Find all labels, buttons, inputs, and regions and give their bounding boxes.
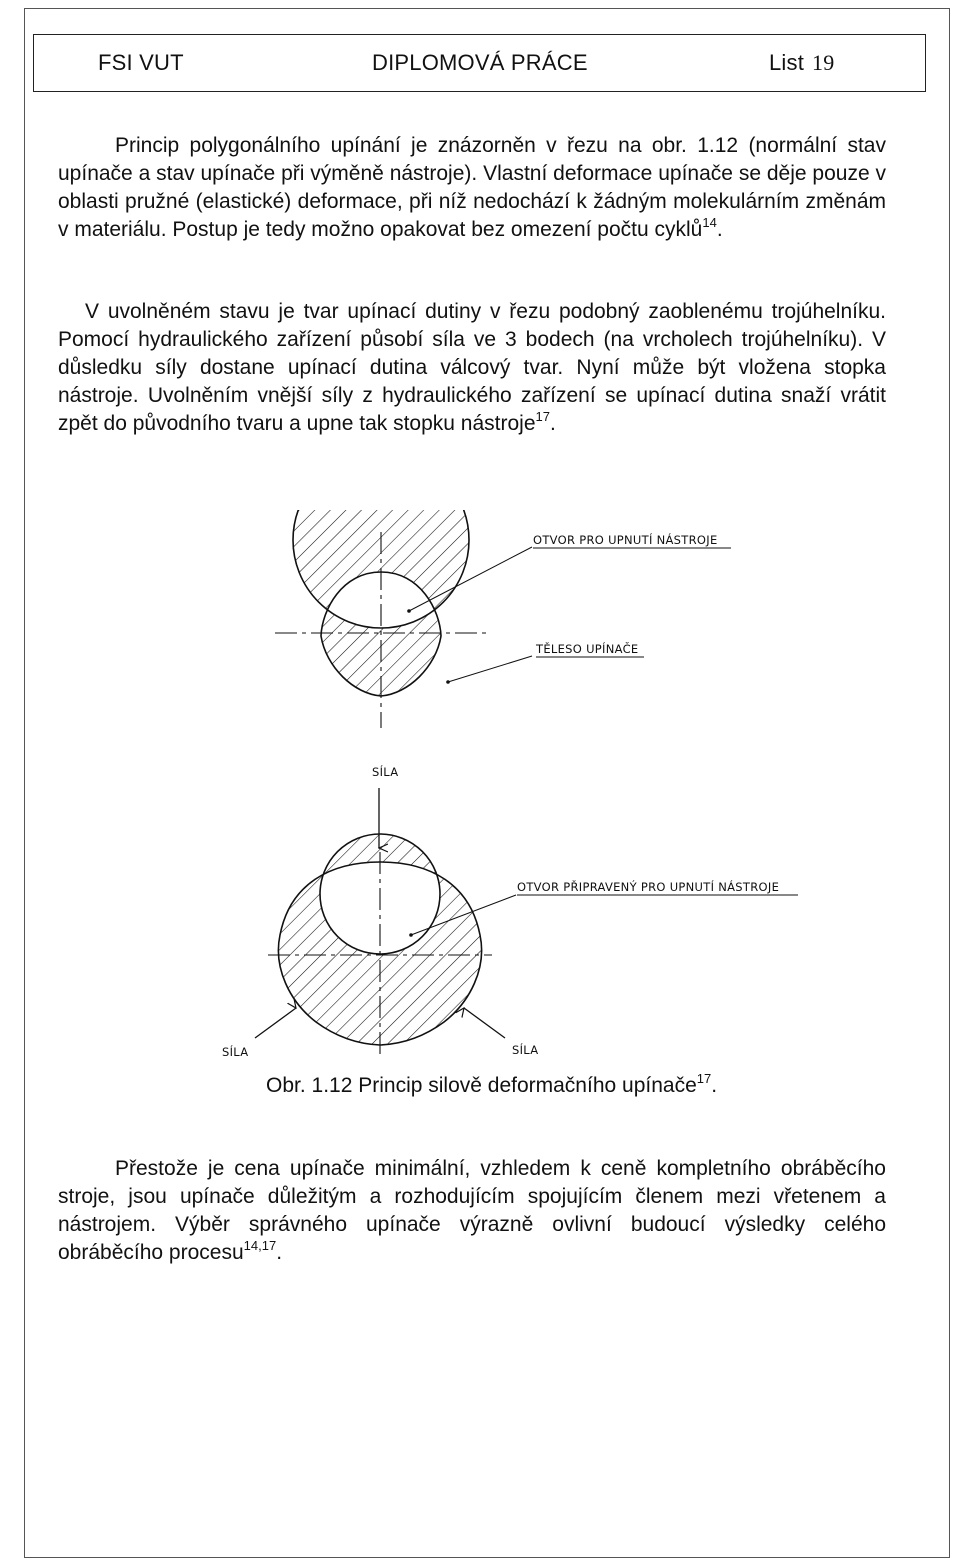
paragraph-1-ref: 14	[702, 215, 717, 230]
caption-text: Obr. 1.12 Princip silově deformačního upínače	[266, 1074, 697, 1097]
label-force-top: SÍLA	[372, 765, 399, 779]
paragraph-3-end: .	[276, 1241, 283, 1264]
force-arrow-left	[255, 1008, 296, 1038]
caption-end: .	[711, 1074, 718, 1097]
paragraph-3-text: Přestože je cena upínače minimální, vzhledem k ceně kompletního obráběcího stroje, jsou upínače důležitým a rozhodujícím spojujícím členem mezi vřetenem a nástrojem. Výběr správného upínače výrazně ovlivní budoucí výsledky celého obráběcího procesu	[58, 1157, 886, 1264]
label-force-left: SÍLA	[222, 1045, 249, 1059]
relaxed-state-section	[275, 510, 731, 728]
paragraph-2	[58, 298, 886, 438]
label-body: TĚLESO UPÍNAČE	[536, 642, 639, 656]
force-arrow-right	[464, 1008, 505, 1038]
paragraph-2-ref: 17	[535, 409, 550, 424]
paragraph-1-end: .	[716, 218, 723, 241]
paragraph-1-text: Princip polygonálního upínání je znázorněn v řezu na obr. 1.12 (normální stav upínače a stav upínače při výměně nástroje). Vlastní deformace upínače se děje pouze v oblasti pružné (elastické) deformace, při níž nedochází k žádným molekulárním změnám v materiálu. Postup je tedy možno opakovat bez omezení počtu cyklů	[58, 134, 886, 241]
sheet-number: 19	[812, 50, 835, 75]
label-bore: OTVOR PRO UPNUTÍ NÁSTROJE	[533, 533, 718, 547]
leader-body	[448, 656, 532, 682]
deformed-state-section	[222, 834, 798, 1059]
label-force-right: SÍLA	[512, 1043, 539, 1057]
paragraph-3-ref: 14,17	[243, 1238, 277, 1253]
sheet-label: List	[769, 50, 805, 75]
header-title: DIPLOMOVÁ PRÁCE	[372, 50, 588, 75]
paragraph-2-text: V uvolněném stavu je tvar upínací dutiny v řezu podobný zaoblenému trojúhelníku. Pomocí hydraulického zařízení působí síla ve 3 bodech (na vrcholech trojúhelníku). V důsledku síly dostane upínací dutina válcový tvar. Nyní může být vložena stopka nástroje. Uvolněním vnější síly z hydraulického zařízení se upínací dutina snaží vrátit zpět do původního tvaru a upne tak stopku nástroje	[58, 300, 886, 435]
clamping-diagram	[0, 510, 960, 1070]
figure-caption	[266, 1072, 717, 1100]
label-bore-prepared: OTVOR PŘIPRAVENÝ PRO UPNUTÍ NÁSTROJE	[517, 880, 780, 894]
caption-ref: 17	[696, 1071, 712, 1086]
paragraph-1	[58, 132, 886, 244]
header-sheet	[769, 49, 834, 77]
header-school: FSI VUT	[98, 50, 184, 75]
paragraph-2-end: .	[549, 412, 556, 435]
paragraph-3	[58, 1155, 886, 1267]
